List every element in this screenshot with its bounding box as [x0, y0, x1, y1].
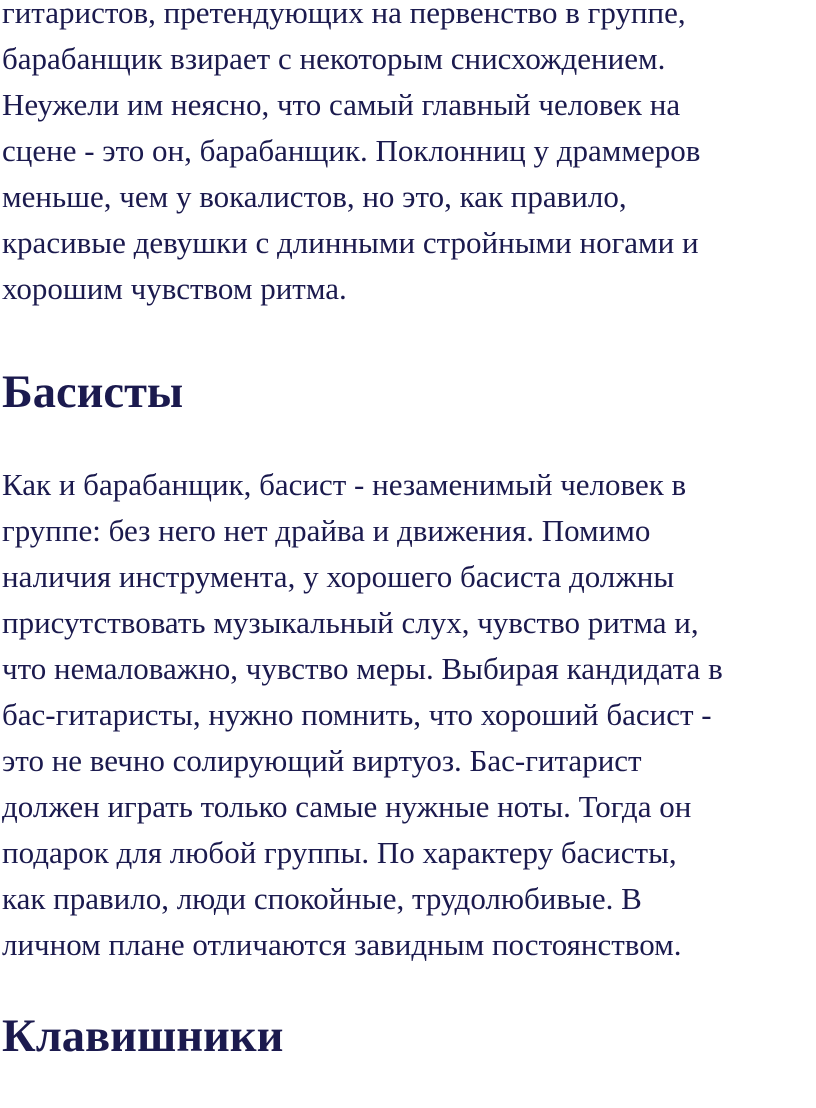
- text-line: меньше, чем у вокалистов, но это, как правило,: [2, 179, 627, 214]
- text-line: как правило, люди спокойные, трудолюбивые. В: [2, 881, 642, 916]
- text-line: сцене - это он, барабанщик. Поклонниц у драммеров: [2, 133, 701, 168]
- text-line: присутствовать музыкальный слух, чувство ритма и,: [2, 605, 699, 640]
- text-line: Как и барабанщик, басист - незаменимый человек в: [2, 467, 687, 502]
- text-line: бас-гитаристы, нужно помнить, что хороший басист -: [2, 697, 712, 732]
- text-line: Неужели им неясно, что самый главный человек на: [2, 87, 681, 122]
- text-line: подарок для любой группы. По характеру басисты,: [2, 835, 677, 870]
- text-line: что немаловажно, чувство меры. Выбирая кандидата в: [2, 651, 723, 686]
- text-line: это не вечно солирующий виртуоз. Бас-гитарист: [2, 743, 642, 778]
- text-line: хорошим чувством ритма.: [2, 271, 347, 306]
- section-heading-bassists: Басисты: [2, 367, 184, 418]
- text-line: должен играть только самые нужные ноты. Тогда он: [2, 789, 692, 824]
- paragraph-drummers-end: [2, 0, 700, 312]
- text-line: красивые девушки с длинными стройными ногами и: [2, 225, 699, 260]
- text-line: наличия инструмента, у хорошего басиста должны: [2, 559, 675, 594]
- text-line: группе: без него нет драйва и движения. Помимо: [2, 513, 651, 548]
- paragraph-bassists: [2, 462, 723, 968]
- section-heading-keyboardists: Клавишники: [2, 1011, 284, 1062]
- text-line: гитаристов, претендующих на первенство в группе,: [2, 0, 686, 30]
- text-line: личном плане отличаются завидным постоянством.: [2, 927, 682, 962]
- text-line: барабанщик взирает с некоторым снисхождением.: [2, 41, 666, 76]
